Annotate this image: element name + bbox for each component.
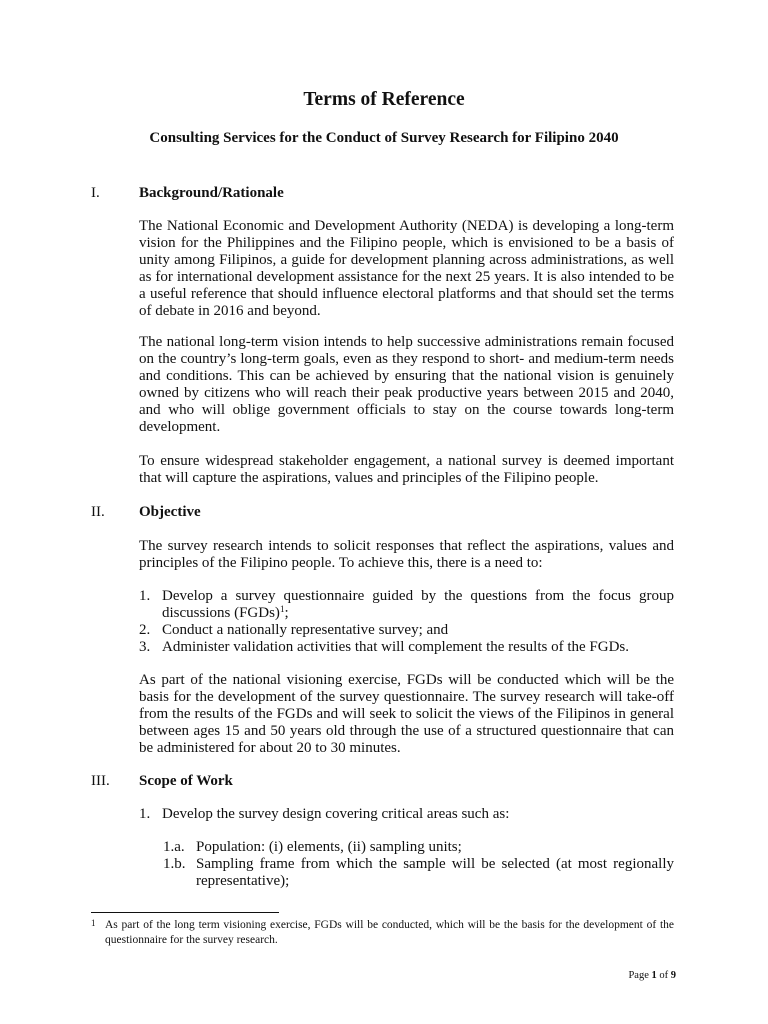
section-title: Scope of Work — [139, 773, 233, 789]
paragraph: The National Economic and Development Authority (NEDA) is developing a long-term vision for the Philippines and the Filipino people, which is envisioned to be a basis of unity among Filipinos, a guide for development planning across administrations, as well as for international development assistance for the next 25 years. It is also intended to be a useful reference that should influence electoral platforms and that should set the terms of debate in 2016 and beyond. — [139, 218, 674, 319]
section-title: Objective — [139, 504, 201, 520]
scope-list — [139, 806, 674, 823]
footnote — [91, 918, 674, 948]
sublist-number: 1.b. — [163, 856, 186, 872]
list-number: 2. — [139, 622, 151, 638]
list-item — [139, 639, 674, 656]
list-item — [139, 806, 674, 823]
footnote-text: As part of the long term visioning exercise, FGDs will be conducted, which will be the basis for the development of the questionnaire for the survey research. — [105, 919, 674, 946]
section-title: Background/Rationale — [139, 185, 284, 201]
paragraph: The national long-term vision intends to help successive administrations remain focused on the country’s long-term goals, even as they respond to short- and medium-term needs and conditions. This can be achieved by ensuring that the national vision is genuinely owned by citizens who will reach their peak productive years between 2015 and 2040, and who will oblige government officials to stay on the course towards long-term development. — [139, 334, 674, 435]
sublist-text: Population: (i) elements, (ii) sampling units; — [196, 839, 462, 855]
list-text: Conduct a nationally representative survey; and — [162, 622, 449, 638]
scope-sublist — [163, 839, 674, 890]
footnote-mark: 1 — [91, 918, 96, 928]
list-text: Develop the survey design covering critical areas such as: — [162, 806, 510, 822]
paragraph: To ensure widespread stakeholder engagement, a national survey is deemed important that will capture the aspirations, values and principles of the Filipino people. — [139, 453, 674, 486]
document-subtitle: Consulting Services for the Conduct of Survey Research for Filipino 2040 — [149, 130, 619, 146]
document-title: Terms of Reference — [303, 89, 465, 110]
section-number: III. — [91, 773, 110, 789]
page-total: 9 — [670, 970, 676, 981]
sublist-item — [163, 839, 674, 856]
list-text: Develop a survey questionnaire guided by the questions from the focus group discussions (FGDs) — [162, 588, 674, 621]
list-text-tail: ; — [284, 605, 289, 621]
section-heading-background — [91, 185, 284, 202]
footnote-ref[interactable]: 1 — [279, 604, 285, 614]
section-heading-scope — [91, 773, 233, 790]
footnote-divider — [91, 912, 279, 913]
list-number: 3. — [139, 639, 151, 655]
sublist-item — [163, 856, 674, 890]
list-number: 1. — [139, 806, 151, 822]
list-item — [139, 622, 674, 639]
page-label: Page — [628, 970, 649, 981]
section-number: II. — [91, 504, 105, 520]
list-number: 1. — [139, 588, 151, 604]
page-current: 1 — [651, 970, 657, 981]
section-number: I. — [91, 185, 100, 201]
page-number — [628, 967, 676, 984]
list-item — [139, 588, 674, 622]
list-text: Administer validation activities that will complement the results of the FGDs. — [162, 639, 629, 655]
objective-list — [139, 588, 674, 656]
paragraph: As part of the national visioning exercise, FGDs will be conducted which will be the basis for the development of the survey questionnaire. The survey research will take-off from the results of the FGDs and will seek to solicit the views of the Filipinos in general between ages 15 and 50 years old through the use of a structured questionnaire that can be administered for about 20 to 30 minutes. — [139, 672, 674, 756]
page-of: of — [659, 970, 669, 981]
section-heading-objective — [91, 504, 201, 521]
sublist-number: 1.a. — [163, 839, 185, 855]
paragraph: The survey research intends to solicit responses that reflect the aspirations, values and principles of the Filipino people. To achieve this, there is a need to: — [139, 538, 674, 571]
sublist-text: Sampling frame from which the sample will be selected (at most regionally representative); — [196, 856, 674, 889]
